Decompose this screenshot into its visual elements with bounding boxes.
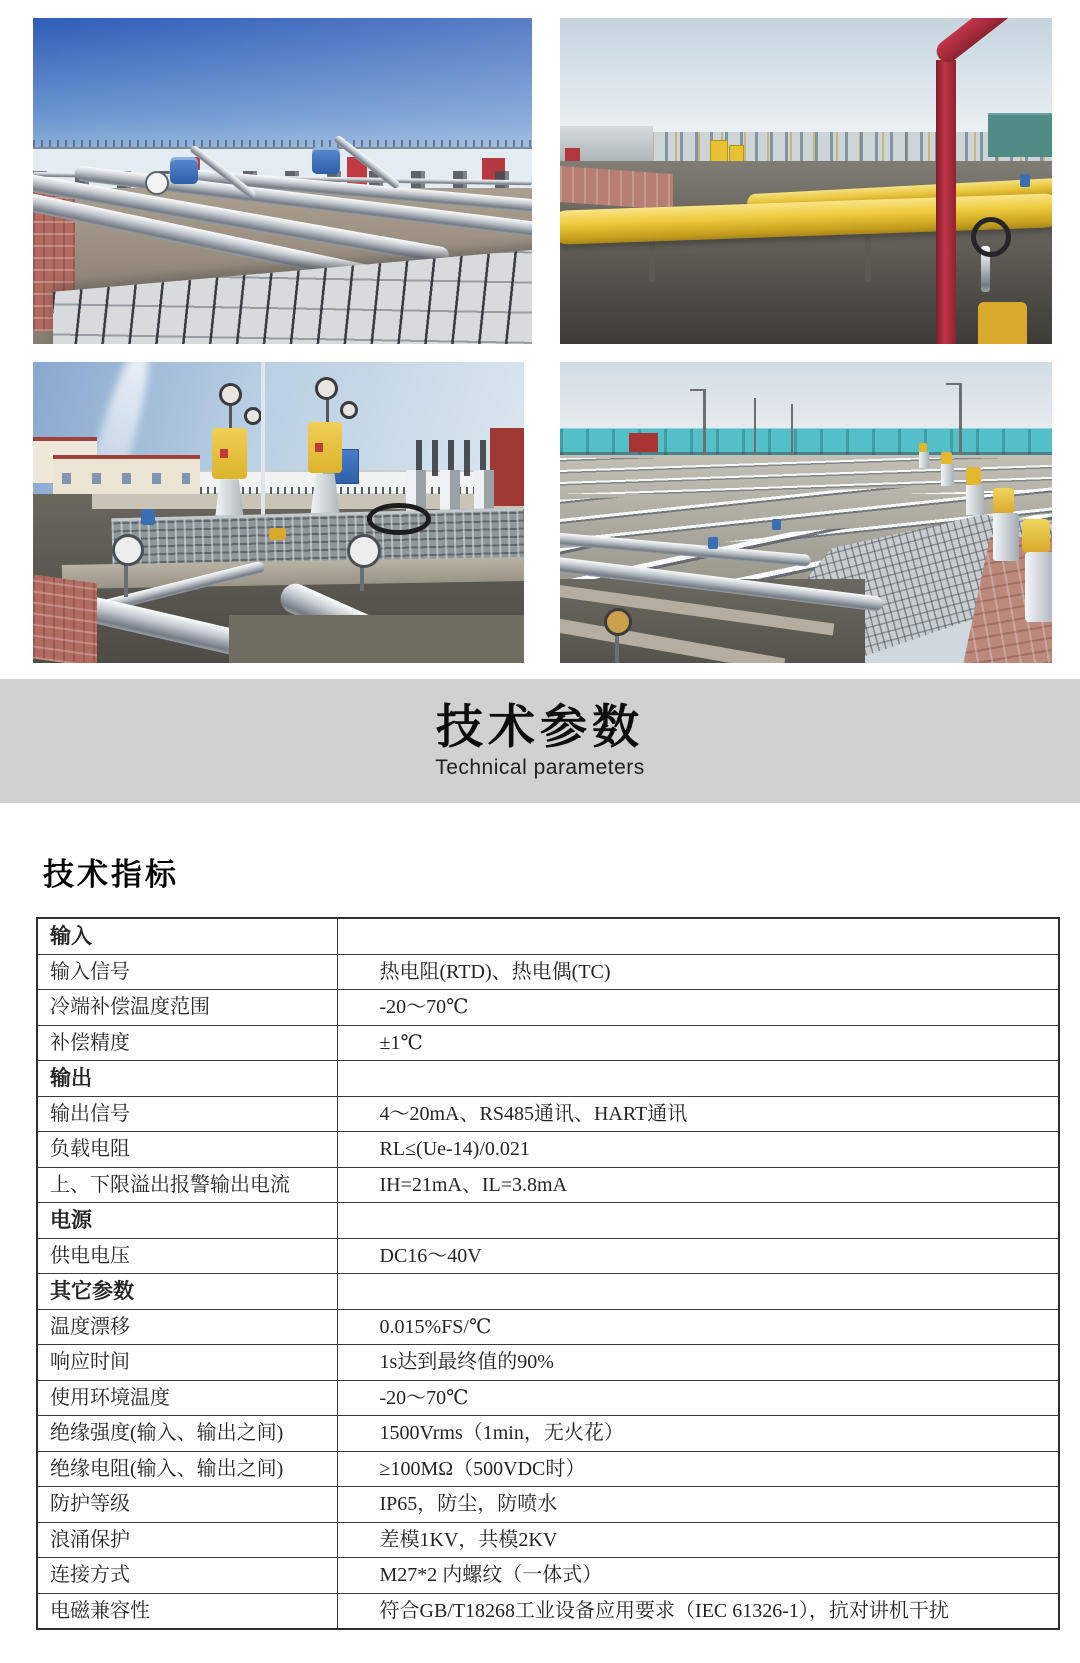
table-row <box>37 1238 1059 1274</box>
row-label: 电磁兼容性 <box>37 1593 337 1629</box>
row-value: 0.015%FS/℃ <box>337 1309 1059 1345</box>
row-label: 绝缘强度(输入、输出之间) <box>37 1416 337 1452</box>
site-photo-metering-skid <box>33 362 524 663</box>
transmitter <box>708 537 718 549</box>
row-label: 负载电阻 <box>37 1132 337 1168</box>
row-label: 输出信号 <box>37 1096 337 1132</box>
pressure-gauge <box>219 383 242 406</box>
row-label: 上、下限溢出报警输出电流 <box>37 1167 337 1203</box>
row-label: 冷端补偿温度范围 <box>37 990 337 1026</box>
yellow-actuator <box>212 428 246 479</box>
pressure-gauge <box>347 534 381 568</box>
table-row <box>37 1593 1059 1629</box>
red-tag <box>315 443 323 452</box>
transmitter <box>141 509 155 525</box>
row-value: ±1℃ <box>337 1025 1059 1061</box>
table-row <box>37 1522 1059 1558</box>
row-value: M27*2 内螺纹（一体式） <box>337 1558 1059 1594</box>
table-row <box>37 1203 1059 1239</box>
row-label: 防护等级 <box>37 1487 337 1523</box>
table-row <box>37 954 1059 990</box>
table-row <box>37 1451 1059 1487</box>
lamp-pole <box>754 398 756 455</box>
red-tag <box>220 449 228 458</box>
wellhead-yellow-cap <box>1022 519 1050 553</box>
row-value: RL≤(Ue-14)/0.021 <box>337 1132 1059 1168</box>
wellhead-body <box>966 485 984 515</box>
row-label: 电源 <box>37 1203 337 1239</box>
table-row <box>37 1274 1059 1310</box>
row-value: 1s达到最终值的90% <box>337 1345 1059 1381</box>
wellhead-body <box>941 464 954 486</box>
gauge-stem <box>615 633 619 663</box>
row-label: 连接方式 <box>37 1558 337 1594</box>
row-value: 差模1KV，共模2KV <box>337 1522 1059 1558</box>
row-label: 补偿精度 <box>37 1025 337 1061</box>
table-row <box>37 918 1059 954</box>
lamp-arm <box>946 383 960 385</box>
lamp-pole <box>791 404 793 455</box>
yellow-valve <box>978 302 1027 344</box>
row-value: 1500Vrms（1min，无火花） <box>337 1416 1059 1452</box>
pressure-gauge <box>604 608 632 636</box>
lamp-pole <box>703 389 706 455</box>
wellhead-yellow-cap <box>966 467 981 485</box>
wellhead-body <box>993 513 1019 561</box>
table-row <box>37 1061 1059 1097</box>
row-value: ≥100MΩ（500VDC时） <box>337 1451 1059 1487</box>
site-photo-pipelines <box>33 18 532 344</box>
pressure-gauge <box>315 377 338 400</box>
wellhead-body <box>919 452 929 468</box>
row-value: 热电阻(RTD)、热电偶(TC) <box>337 954 1059 990</box>
table-row <box>37 1380 1059 1416</box>
row-label: 输出 <box>37 1061 337 1097</box>
valve-handwheel <box>971 217 1011 257</box>
temperature-transmitter <box>312 147 340 175</box>
red-riser-pipe <box>936 60 956 344</box>
row-label: 输入信号 <box>37 954 337 990</box>
wellhead-yellow-cap <box>993 488 1014 514</box>
row-label: 浪涌保护 <box>37 1522 337 1558</box>
wellhead-body <box>1025 552 1052 622</box>
building-windows <box>62 473 190 484</box>
table-row <box>37 1558 1059 1594</box>
row-label: 响应时间 <box>37 1345 337 1381</box>
row-label: 绝缘电阻(输入、输出之间) <box>37 1451 337 1487</box>
gauge-stem <box>124 561 128 597</box>
row-value: -20～70℃ <box>337 1380 1059 1416</box>
teal-fence <box>988 113 1052 157</box>
row-label: 供电电压 <box>37 1238 337 1274</box>
temperature-transmitter <box>170 157 198 185</box>
row-value <box>337 1203 1059 1239</box>
site-photo-wellhead-rows <box>560 362 1052 663</box>
table-row <box>37 1096 1059 1132</box>
row-value: DC16～40V <box>337 1238 1059 1274</box>
table-row <box>37 1025 1059 1061</box>
row-label: 使用环境温度 <box>37 1380 337 1416</box>
transmitter <box>772 519 781 530</box>
table-row <box>37 1309 1059 1345</box>
silver-cones-row <box>406 470 504 512</box>
table-row <box>37 1167 1059 1203</box>
technical-parameters-banner <box>0 679 1080 803</box>
gravel-foreground <box>229 615 524 663</box>
row-value: -20～70℃ <box>337 990 1059 1026</box>
site-photo-yellow-pipeline <box>560 18 1052 344</box>
banner-subtitle: Technical parameters <box>435 755 645 779</box>
row-value <box>337 1274 1059 1310</box>
table-row <box>37 1416 1059 1452</box>
brick-pavement <box>33 574 97 663</box>
pipe-support-leg <box>865 236 871 282</box>
spec-table <box>36 917 1060 1630</box>
yellow-actuator <box>308 422 342 473</box>
row-label: 温度漂移 <box>37 1309 337 1345</box>
transmitter <box>1020 174 1030 187</box>
row-label: 其它参数 <box>37 1274 337 1310</box>
row-value: IP65，防尘，防喷水 <box>337 1487 1059 1523</box>
lamp-arm <box>690 389 704 391</box>
table-row <box>37 1345 1059 1381</box>
yellow-fitting <box>269 528 286 540</box>
red-container <box>629 433 659 453</box>
row-value: 符合GB/T18268工业设备应用要求（IEC 61326-1），抗对讲机干扰 <box>337 1593 1059 1629</box>
table-row <box>37 990 1059 1026</box>
lamp-pole <box>959 383 962 455</box>
table-row <box>37 1487 1059 1523</box>
pressure-gauge <box>112 534 144 566</box>
flag-pole <box>261 362 265 519</box>
pressure-gauge <box>340 401 358 419</box>
cable-coil <box>367 503 431 534</box>
row-value <box>337 1061 1059 1097</box>
row-label: 输入 <box>37 918 337 954</box>
table-row <box>37 1132 1059 1168</box>
section-heading: 技术指标 <box>43 857 179 892</box>
brick-path <box>560 166 673 210</box>
banner-title: 技术参数 <box>436 700 644 754</box>
row-value: IH=21mA、IL=3.8mA <box>337 1167 1059 1203</box>
row-value: 4～20mA、RS485通讯、HART通讯 <box>337 1096 1059 1132</box>
row-value <box>337 918 1059 954</box>
